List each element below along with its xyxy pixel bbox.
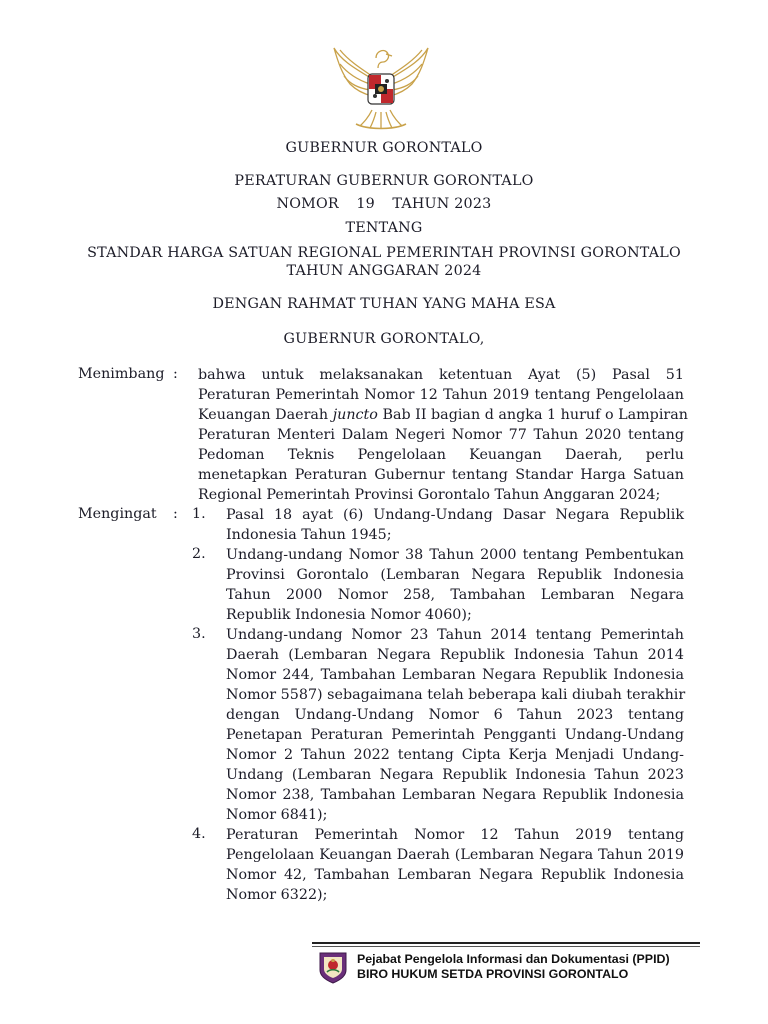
menimbang-label: Menimbang <box>78 366 165 382</box>
title-line-1: STANDAR HARGA SATUAN REGIONAL PEMERINTAH PROVINSI GORONTALO <box>87 245 681 261</box>
menimbang-line: menetapkan Peraturan Gubernur tentang Standar Harga Satuan <box>198 467 684 483</box>
nomor-label: NOMOR <box>276 196 339 212</box>
menimbang-text: Keuangan Daerah <box>198 407 329 423</box>
ppid-logo-icon <box>316 950 350 984</box>
item-number: 1. <box>192 506 206 522</box>
item-line: Tahun 2000 Nomor 258, Tambahan Lembaran Negara <box>226 587 684 603</box>
title-line-2: TAHUN ANGGARAN 2024 <box>286 263 482 279</box>
item-line: Penetapan Peraturan Pemerintah Pengganti Undang-Undang <box>226 727 684 743</box>
juncto-italic: juncto <box>332 407 378 423</box>
item-line: Undang-undang Nomor 23 Tahun 2014 tentang Pemerintah <box>226 627 684 643</box>
footer-ppid-text: Pejabat Pengelola Informasi dan Dokumentasi (PPID) <box>357 952 670 966</box>
nomor-line <box>0 196 768 212</box>
rahmat-heading: DENGAN RAHMAT TUHAN YANG MAHA ESA <box>212 296 556 312</box>
regulation-heading: PERATURAN GUBERNUR GORONTALO <box>234 173 534 189</box>
footer-rule <box>312 942 700 944</box>
menimbang-line: Peraturan Menteri Dalam Negeri Nomor 77 Tahun 2020 tentang <box>198 427 684 443</box>
tahun-label: TAHUN 2023 <box>392 196 492 212</box>
menimbang-line: Regional Pemerintah Provinsi Gorontalo Tahun Anggaran 2024; <box>198 487 661 503</box>
item-line: Nomor 2 Tahun 2022 tentang Cipta Kerja Menjadi Undang- <box>226 747 684 763</box>
menimbang-line-mixed <box>198 406 688 425</box>
item-number: 4. <box>192 826 206 842</box>
menimbang-line: bahwa untuk melaksanakan ketentuan Ayat (5) Pasal 51 <box>198 367 684 383</box>
footer-biro-text: BIRO HUKUM SETDA PROVINSI GORONTALO <box>357 967 629 981</box>
tentang-heading: TENTANG <box>345 220 423 236</box>
governor-heading: GUBERNUR GORONTALO <box>285 140 483 156</box>
mengingat-label: Mengingat <box>78 506 157 522</box>
governor-heading-2: GUBERNUR GORONTALO, <box>283 331 485 347</box>
menimbang-line: Peraturan Pemerintah Nomor 12 Tahun 2019 tentang Pengelolaan <box>198 387 684 403</box>
item-line: Pasal 18 ayat (6) Undang-Undang Dasar Negara Republik <box>226 507 684 523</box>
nomor-value: 19 <box>356 196 375 212</box>
item-line: Pengelolaan Keuangan Daerah (Lembaran Negara Tahun 2019 <box>226 847 684 863</box>
item-line: Daerah (Lembaran Negara Republik Indonesia Tahun 2014 <box>226 647 684 663</box>
menimbang-line: Pedoman Teknis Pengelolaan Keuangan Daerah, perlu <box>198 447 684 463</box>
item-line: Nomor 244, Tambahan Lembaran Negara Republik Indonesia <box>226 667 684 683</box>
item-line: Undang-undang Nomor 38 Tahun 2000 tentang Pembentukan <box>226 547 684 563</box>
mengingat-colon: : <box>173 506 178 522</box>
menimbang-colon: : <box>173 366 178 382</box>
item-line: Nomor 6841); <box>226 807 328 823</box>
garuda-emblem-icon <box>328 40 434 136</box>
item-line: Republik Indonesia Nomor 4060); <box>226 607 472 623</box>
item-line: dengan Undang-Undang Nomor 6 Tahun 2023 tentang <box>226 707 684 723</box>
item-number: 2. <box>192 546 206 562</box>
item-line: Undang (Lembaran Negara Republik Indonesia Tahun 2023 <box>226 767 684 783</box>
item-line: Indonesia Tahun 1945; <box>226 527 392 543</box>
item-line: Nomor 42, Tambahan Lembaran Negara Republik Indonesia <box>226 867 684 883</box>
item-number: 3. <box>192 626 206 642</box>
item-line: Nomor 5587) sebagaimana telah beberapa kali diubah terakhir <box>226 687 686 703</box>
item-line: Peraturan Pemerintah Nomor 12 Tahun 2019 tentang <box>226 827 684 843</box>
menimbang-text: Bab II bagian d angka 1 huruf o Lampiran <box>382 407 688 423</box>
footer-rule-thin <box>312 946 700 947</box>
item-line: Provinsi Gorontalo (Lembaran Negara Republik Indonesia <box>226 567 684 583</box>
item-line: Nomor 6322); <box>226 887 328 903</box>
item-line: Nomor 238, Tambahan Lembaran Negara Republik Indonesia <box>226 787 684 803</box>
